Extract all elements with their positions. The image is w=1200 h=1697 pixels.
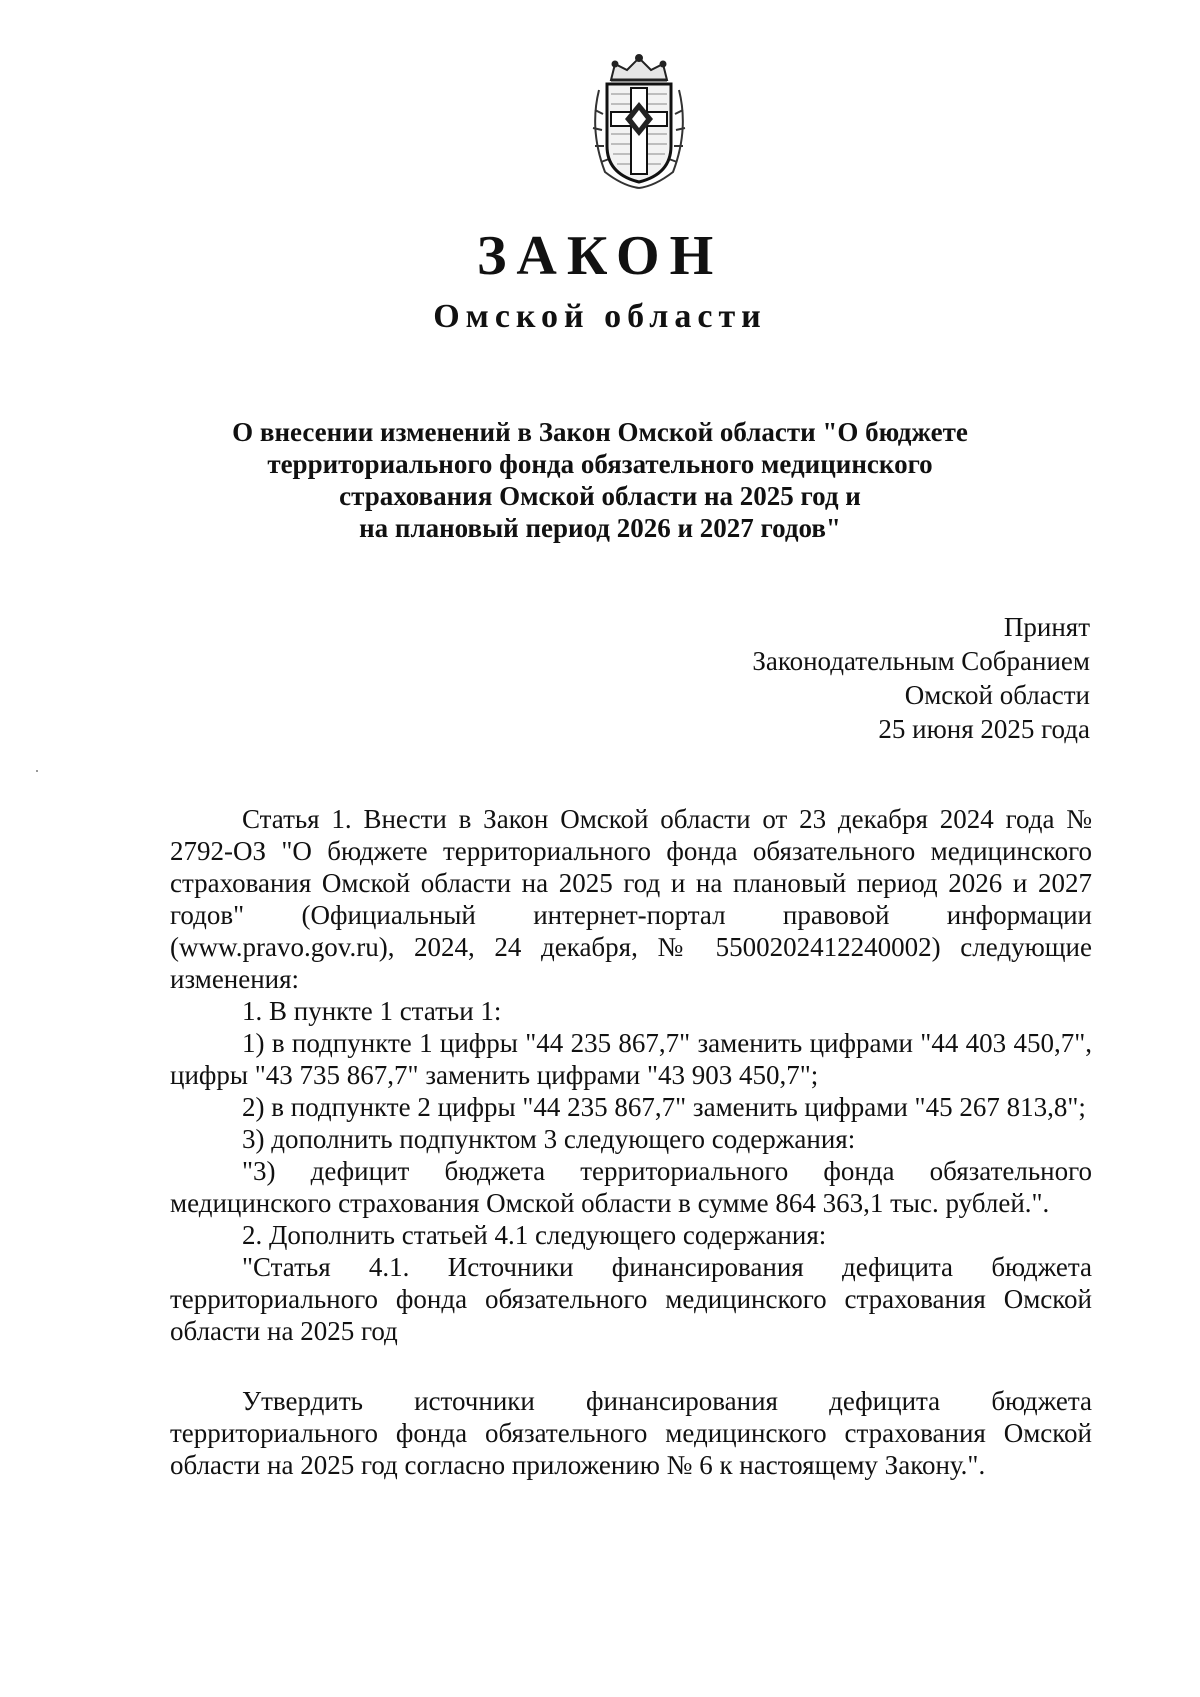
- item-1-paragraph: 1. В пункте 1 статьи 1:: [242, 996, 502, 1026]
- adoption-line: Принят: [1003, 612, 1090, 642]
- adoption-line: Омской области: [904, 680, 1090, 710]
- subitem-1-paragraph: 1) в подпункте 1 цифры "44 235 867,7" заменить цифрами "44 403 450,7", цифры "43 735 867,7" заменить цифрами "43 903 450,7";: [170, 1028, 1092, 1090]
- subitem-2-paragraph: 2) в подпункте 2 цифры "44 235 867,7" заменить цифрами "45 267 813,8";: [242, 1092, 1086, 1122]
- subject-line: территориального фонда обязательного медицинского: [267, 449, 933, 479]
- adoption-line: Законодательным Собранием: [752, 646, 1090, 676]
- subitem-3-text-paragraph: "3) дефицит бюджета территориального фонда обязательного медицинского страхования Омской области в сумме 864 363,1 тыс. рублей.".: [170, 1156, 1092, 1218]
- subitem-3-paragraph: 3) дополнить подпунктом 3 следующего содержания:: [242, 1124, 856, 1154]
- item-2-paragraph: 2. Дополнить статьей 4.1 следующего содержания:: [242, 1220, 827, 1250]
- law-subject: [220, 416, 980, 544]
- approve-paragraph: Утвердить источники финансирования дефицита бюджета территориального фонда обязательного медицинского страхования Омской области на 2025 год согласно приложению № 6 к настоящему Закону.".: [170, 1386, 1092, 1480]
- law-body: [170, 803, 1092, 1481]
- law-title: ЗАКОН: [476, 225, 724, 287]
- scan-artifact: [36, 770, 38, 772]
- article-1-paragraph: Статья 1. Внести в Закон Омской области от 23 декабря 2024 года № 2792-ОЗ "О бюджете территориального фонда обязательного медицинского страхования Омской области на 2025 год и на плановый период 2026 и 2027 годов" (Официальный интернет-портал правовой информации (www.pravo.gov.ru), 2024, 24 декабря, № 5500202412240002) следующие изменения:: [170, 804, 1092, 994]
- subject-line: О внесении изменений в Закон Омской области "О бюджете: [232, 417, 968, 447]
- paragraph-gap: [170, 1347, 1092, 1385]
- coat-of-arms-emblem: [583, 50, 695, 190]
- adoption-date: 25 июня 2025 года: [878, 714, 1090, 744]
- article-4-1-heading: "Статья 4.1. Источники финансирования дефицита бюджета территориального фонда обязательного медицинского страхования Омской области на 2025 год: [170, 1252, 1092, 1346]
- subject-line: на плановый период 2026 и 2027 годов": [359, 513, 841, 543]
- law-region: Омской области: [433, 298, 767, 335]
- subject-line: страхования Омской области на 2025 год и: [339, 481, 861, 511]
- adoption-block: [752, 610, 1090, 746]
